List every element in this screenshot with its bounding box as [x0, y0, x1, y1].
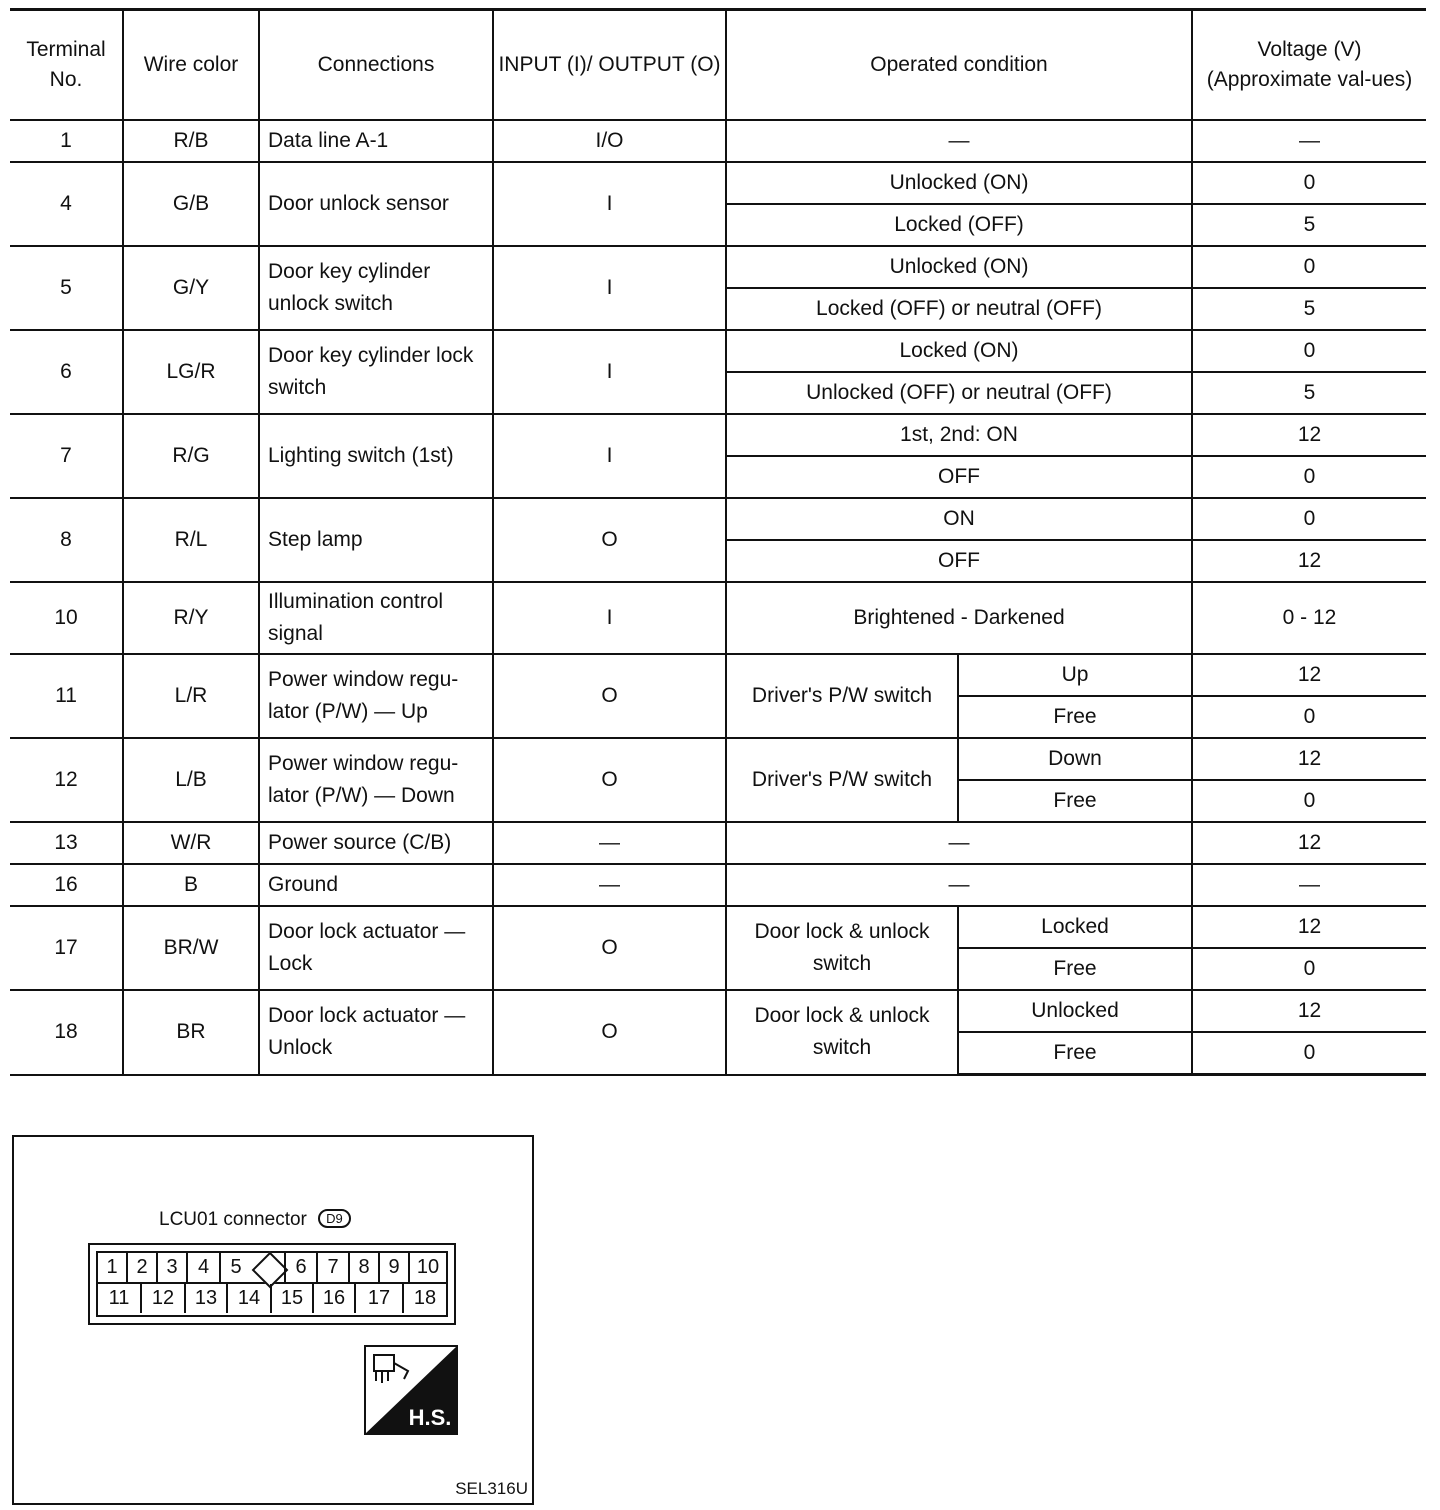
header-wire-color: Wire color [123, 10, 259, 121]
input-output: O [493, 738, 726, 822]
voltage: 5 [1192, 288, 1426, 330]
wire-color: G/B [123, 162, 259, 246]
voltage: 0 [1192, 780, 1426, 822]
terminal-no: 17 [10, 906, 123, 990]
voltage: 5 [1192, 372, 1426, 414]
condition: Free [958, 948, 1192, 990]
voltage: 12 [1192, 990, 1426, 1032]
condition: Locked [958, 906, 1192, 948]
connector-panel [12, 1135, 534, 1505]
voltage: 12 [1192, 540, 1426, 582]
terminal-table [10, 8, 1426, 1076]
voltage: — [1192, 864, 1426, 906]
connector-pin: 6 [284, 1253, 316, 1282]
terminal-no: 16 [10, 864, 123, 906]
table-row [10, 330, 1426, 372]
terminal-no: 6 [10, 330, 123, 414]
connector-pin: 7 [316, 1253, 348, 1282]
voltage: 12 [1192, 822, 1426, 864]
connection: Door lock actuator — Lock [259, 906, 493, 990]
table-row [10, 906, 1426, 948]
condition: Brightened - Darkened [726, 582, 1192, 654]
voltage: 0 [1192, 948, 1426, 990]
table-row [10, 582, 1426, 654]
condition: Locked (OFF) [726, 204, 1192, 246]
connector-pin: 17 [354, 1284, 402, 1313]
table-header-row [10, 10, 1426, 121]
connection: Door key cylinder lock switch [259, 330, 493, 414]
table-row [10, 864, 1426, 906]
input-output: O [493, 498, 726, 582]
connection: Power window regu-lator (P/W) — Up [259, 654, 493, 738]
condition: — [726, 822, 1192, 864]
condition: Free [958, 1032, 1192, 1075]
condition: Unlocked (ON) [726, 246, 1192, 288]
condition: — [726, 120, 1192, 162]
connector-title [159, 1209, 351, 1231]
input-output: I [493, 246, 726, 330]
voltage: 0 [1192, 696, 1426, 738]
wire-color: W/R [123, 822, 259, 864]
connector-face [88, 1243, 456, 1325]
connection: Door key cylinder unlock switch [259, 246, 493, 330]
voltage: 12 [1192, 654, 1426, 696]
table-row [10, 162, 1426, 204]
connector-pin: 10 [408, 1253, 446, 1282]
condition-group: Door lock & unlock switch [726, 990, 958, 1075]
input-output: O [493, 906, 726, 990]
condition: Locked (ON) [726, 330, 1192, 372]
terminal-no: 8 [10, 498, 123, 582]
table-row [10, 498, 1426, 540]
wire-color: BR [123, 990, 259, 1075]
input-output: I/O [493, 120, 726, 162]
condition: Down [958, 738, 1192, 780]
condition: 1st, 2nd: ON [726, 414, 1192, 456]
wire-color: G/Y [123, 246, 259, 330]
terminal-no: 5 [10, 246, 123, 330]
terminal-no: 10 [10, 582, 123, 654]
connector-pin: 1 [106, 1256, 118, 1278]
condition: Free [958, 696, 1192, 738]
terminal-no: 11 [10, 654, 123, 738]
voltage: 12 [1192, 906, 1426, 948]
figure-code: SEL316U [455, 1479, 528, 1498]
connector-pin: 9 [378, 1253, 408, 1282]
connector-name: LCU01 connector [159, 1209, 307, 1230]
connection: Door unlock sensor [259, 162, 493, 246]
hs-label: H.S. [408, 1405, 452, 1430]
connector-badge: D9 [318, 1209, 351, 1228]
condition: Locked (OFF) or neutral (OFF) [726, 288, 1192, 330]
condition: OFF [726, 540, 1192, 582]
voltage: 0 [1192, 1032, 1426, 1075]
condition: Unlocked (OFF) or neutral (OFF) [726, 372, 1192, 414]
connector-pin: 3 [156, 1253, 186, 1282]
connector-pin: 2 [126, 1253, 156, 1282]
voltage: 0 [1192, 456, 1426, 498]
connector-pin: 15 [270, 1284, 312, 1313]
wire-color: L/B [123, 738, 259, 822]
condition: Unlocked [958, 990, 1192, 1032]
connection: Door lock actuator — Unlock [259, 990, 493, 1075]
connector-pin: 8 [348, 1253, 378, 1282]
voltage: 0 [1192, 330, 1426, 372]
wire-color: BR/W [123, 906, 259, 990]
input-output: I [493, 330, 726, 414]
connection: Ground [259, 864, 493, 906]
connector-pin: 13 [184, 1284, 226, 1313]
wire-color: B [123, 864, 259, 906]
voltage: 0 [1192, 162, 1426, 204]
table-row [10, 414, 1426, 456]
connector-pin: 16 [312, 1284, 354, 1313]
table-row [10, 120, 1426, 162]
input-output: O [493, 654, 726, 738]
voltage: 12 [1192, 414, 1426, 456]
voltage: — [1192, 120, 1426, 162]
voltage: 0 [1192, 498, 1426, 540]
table-row [10, 654, 1426, 696]
condition: Free [958, 780, 1192, 822]
connector-pin: 11 [108, 1287, 130, 1309]
condition: ON [726, 498, 1192, 540]
header-operated-condition: Operated condition [726, 10, 1192, 121]
table-row [10, 246, 1426, 288]
condition-group: Door lock & unlock switch [726, 906, 958, 990]
wire-color: LG/R [123, 330, 259, 414]
connector-pins [96, 1251, 448, 1317]
header-terminal: Terminal No. [10, 10, 123, 121]
input-output: — [493, 864, 726, 906]
condition: OFF [726, 456, 1192, 498]
terminal-no: 7 [10, 414, 123, 498]
condition-group: Driver's P/W switch [726, 738, 958, 822]
voltage: 0 [1192, 246, 1426, 288]
input-output: I [493, 582, 726, 654]
connection: Lighting switch (1st) [259, 414, 493, 498]
condition: — [726, 864, 1192, 906]
terminal-no: 4 [10, 162, 123, 246]
table-row [10, 822, 1426, 864]
connector-pin: 5 [219, 1253, 251, 1282]
connector-pin: 14 [226, 1284, 270, 1313]
wire-color: R/B [123, 120, 259, 162]
header-voltage: Voltage (V) (Approximate val-ues) [1192, 10, 1426, 121]
terminal-no: 18 [10, 990, 123, 1075]
voltage: 0 - 12 [1192, 582, 1426, 654]
voltage: 5 [1192, 204, 1426, 246]
connection: Step lamp [259, 498, 493, 582]
wire-color: R/G [123, 414, 259, 498]
connection: Illumination control signal [259, 582, 493, 654]
condition: Up [958, 654, 1192, 696]
wire-color: L/R [123, 654, 259, 738]
table-row [10, 738, 1426, 780]
connector-pin: 4 [186, 1253, 219, 1282]
wire-color: R/Y [123, 582, 259, 654]
input-output: — [493, 822, 726, 864]
table-row [10, 990, 1426, 1032]
terminal-no: 12 [10, 738, 123, 822]
voltage: 12 [1192, 738, 1426, 780]
header-input-output: INPUT (I)/ OUTPUT (O) [493, 10, 726, 121]
condition-group: Driver's P/W switch [726, 654, 958, 738]
wire-color: R/L [123, 498, 259, 582]
header-connections: Connections [259, 10, 493, 121]
input-output: I [493, 162, 726, 246]
harness-side-icon [364, 1345, 458, 1435]
connection: Data line A-1 [259, 120, 493, 162]
terminal-no: 13 [10, 822, 123, 864]
connector-pin: 12 [140, 1284, 184, 1313]
input-output: I [493, 414, 726, 498]
connection: Power window regu-lator (P/W) — Down [259, 738, 493, 822]
terminal-no: 1 [10, 120, 123, 162]
connection: Power source (C/B) [259, 822, 493, 864]
input-output: O [493, 990, 726, 1075]
connector-pin: 18 [402, 1284, 446, 1313]
condition: Unlocked (ON) [726, 162, 1192, 204]
